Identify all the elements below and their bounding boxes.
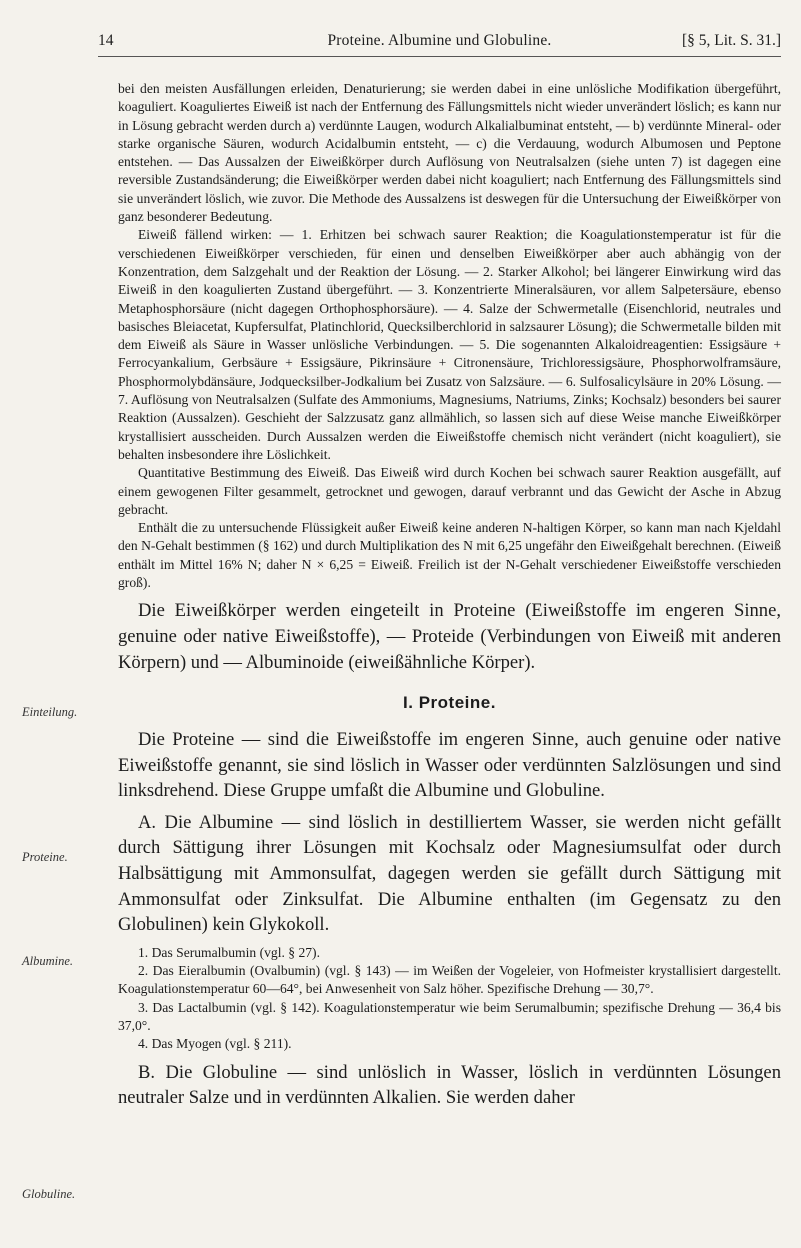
page-number: 14 bbox=[98, 32, 114, 49]
section-heading-proteine: I. Proteine. bbox=[403, 693, 496, 713]
paragraph-proteine: Die Proteine — sind die Eiweißstoffe im engeren Sinne, auch genuine oder native Eiweißstoffe genannt, sie sind löslich in Wasser oder verdünnten Salzlösungen und sind linksdrehend. Diese Gruppe umfaßt die Albumine und Globuline. bbox=[118, 729, 781, 802]
list-item: 3. Das Lactalbumin (vgl. § 142). Koagulationstemperatur wie beim Serumalbumin; spezifische Drehung — 36,4 bis 37,0°. bbox=[118, 999, 781, 1034]
running-header bbox=[98, 32, 781, 57]
paragraph-albumine: A. Die Albumine — sind löslich in destilliertem Wasser, sie werden nicht gefällt durch Sättigung ihrer Lösungen mit Kochsalz oder Magnesiumsulfat oder durch Halbsättigung mit Ammonsulfat, dagegen werden sie gefällt durch Sättigung mit Ammonsulfat oder Zinksulfat. Die Albumine enthalten (im Gegensatz zu den Globulinen) kein Glykokoll. bbox=[118, 811, 781, 936]
albumin-list bbox=[118, 944, 781, 1054]
paragraph-einteilung: Die Eiweißkörper werden eingeteilt in Proteine (Eiweißstoffe im engeren Sinne, genuine oder native Eiweißstoffe), — Proteide (Verbindungen von Eiweiß mit anderen Körpern) und — Albuminoide (eiweißähnliche Körper). bbox=[118, 600, 781, 673]
paragraph-quantitative-bestimmung: Quantitative Bestimmung des Eiweiß. Das Eiweiß wird durch Kochen bei schwach saurer Reaktion ausgefällt, auf einem gewogenen Filter gesammelt, getrocknet und gewogen, darauf verbrannt und das Gewicht der Asche in Abzug gebracht. bbox=[118, 465, 781, 517]
margin-note-albumine: Albumine. bbox=[22, 954, 74, 968]
margin-note-einteilung: Einteilung. bbox=[22, 705, 78, 719]
list-item: 1. Das Serumalbumin (vgl. § 27). bbox=[138, 944, 320, 960]
margin-note-globuline: Globuline. bbox=[22, 1187, 76, 1201]
paragraph-globuline: B. Die Globuline — sind unlöslich in Wasser, löslich in verdünnten Lösungen neutraler Salze und in verdünnten Alkalien. Sie werden daher bbox=[118, 1061, 781, 1109]
main-text bbox=[118, 80, 781, 1111]
paragraph-denaturierung: bei den meisten Ausfällungen erleiden, Denaturierung; sie werden dabei in eine unlösliche Modifikation übergeführt, koaguliert. Koaguliertes Eiweiß ist nach der Entfernung des Fällungsmittels nicht wieder unverändert löslich; es kann nur in Lösung gebracht werden durch a) verdünnte Laugen, wodurch Alkalialbuminat entsteht, — b) verdünnte Mineral- oder starke organische Säuren, wodurch Acidalbumin entsteht, — c) die Verdauung, wodurch Albumosen und Peptone entstehen. — Das Aussalzen der Eiweißkörper durch Auflösung von Neutralsalzen (siehe unten 7) ist dagegen eine reversible Zustandsänderung; die Eiweißkörper werden dabei nicht koaguliert; nach Entfernung des Fällungsmittels sind sie unverändert löslich, wie zuvor. Die Methode des Aussalzens ist deswegen für die Untersuchung der Eiweißkörper von ganz besonderer Bedeutung. bbox=[118, 81, 781, 225]
list-item: 2. Das Eieralbumin (Ovalbumin) (vgl. § 143) — im Weißen der Vogeleier, von Hofmeister krystallisiert dargestellt. Koagulationstemperatur 60—64°, bei Anwesenheit von Salz höher. Spezifische Drehung — 30,7°. bbox=[118, 963, 781, 997]
paragraph-eiweiss-faellend: Eiweiß fällend wirken: — 1. Erhitzen bei schwach saurer Reaktion; die Koagulationstemperatur ist für die verschiedenen Eiweißkörper verschieden, für einen und denselben Eiweißkörper aber auch abhängig von der Konzentration, dem Salzgehalt und der Reaktion der Lösung. — 2. Starker Alkohol; bei längerer Einwirkung wird das Eiweiß in den koagulierten Zustand übergeführt. — 3. Konzentrierte Mineralsäuren, vor allem Salpetersäure, ebenso Metaphosphorsäure (nicht dagegen Orthophosphorsäure). — 4. Salze der Schwermetalle (Eisenchlorid, neutrales und basisches Bleiacetat, Kupfersulfat, Platinchlorid, Quecksilberchlorid in salzsaurer Lösung); die Schwermetalle bilden mit dem Eiweiß als Säure in Wasser unlösliche Verbindungen. — 5. Die sogenannten Alkaloidreagentien: Essigsäure + Ferrocyankalium, Gerbsäure + Essigsäure, Pikrinsäure + Citronensäure, Trichloressigsäure, Phosphorwolframsäure, Phosphormolybdänsäure, Jodquecksilber-Jodkalium bei Zusatz von Salzsäure. — 6. Sulfosalicylsäure in 20% Lösung. — 7. Auflösung von Neutralsalzen (Sulfate des Ammoniums, Magnesiums, Natriums, Zinks; Kochsalz) besonders bei saurer Reaktion (Aussalzen). Geschieht der Salzzusatz ganz allmählich, so lassen sich auf diese Weise manche Eiweißkörper krystallisiert ausscheiden. Durch Aussalzen werden die Eiweißstoffe chemisch nicht verändert (nicht koaguliert), sie behalten insbesondere ihre Löslichkeit. bbox=[118, 227, 781, 462]
list-item: 4. Das Myogen (vgl. § 211). bbox=[138, 1036, 292, 1052]
margin-note-proteine: Proteine. bbox=[22, 850, 68, 864]
section-reference: [§ 5, Lit. S. 31.] bbox=[681, 32, 781, 49]
paragraph-kjeldahl: Enthält die zu untersuchende Flüssigkeit außer Eiweiß keine anderen N-haltigen Körper, so kann man nach Kjeldahl den N-Gehalt bestimmen (§ 162) und durch Multiplikation des N mit 6,25 ungefähr den Eiweißgehalt berechnen. (Eiweiß enthält im Mittel 16% N; daher N × 6,25 = Eiweiß. Freilich ist der N-Gehalt verschiedener Eiweißstoffe verschieden groß). bbox=[118, 520, 781, 591]
running-title: Proteine. Albumine und Globuline. bbox=[327, 32, 552, 49]
